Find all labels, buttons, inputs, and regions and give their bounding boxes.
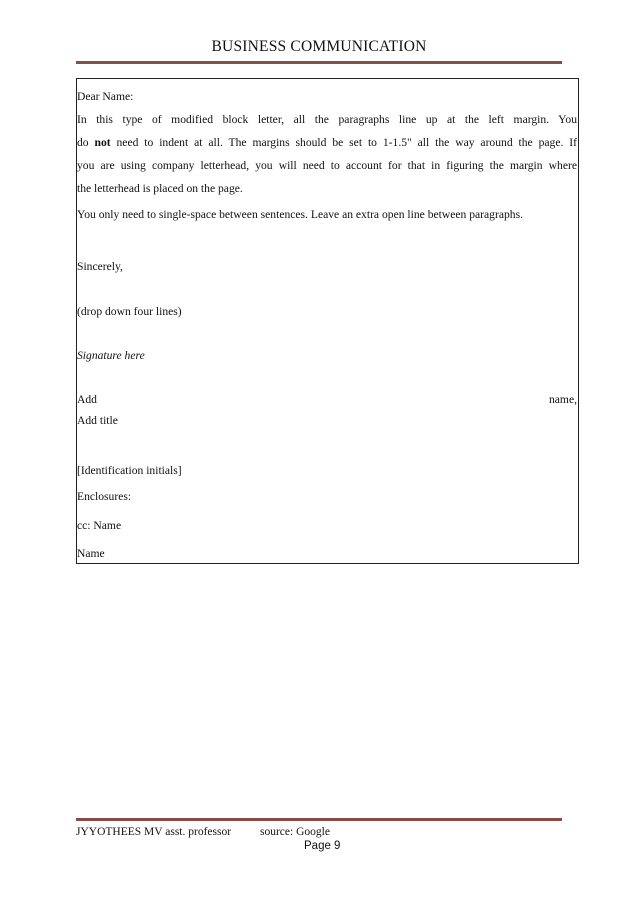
header-rule: [76, 61, 562, 64]
paragraph-1-line-4: the letterhead is placed on the page.: [77, 182, 243, 195]
footer-author: JYYOTHEES MV asst. professor: [76, 826, 232, 838]
paragraph-1-line-2: [77, 131, 577, 154]
add-name-right: name,: [548, 393, 577, 406]
closing: Sincerely,: [77, 260, 123, 273]
drop-note: (drop down four lines): [77, 305, 182, 318]
page-title: BUSINESS COMMUNICATION: [211, 38, 427, 55]
cc-name: Name: [77, 547, 105, 560]
page-number: Page 9: [304, 840, 341, 852]
cc-line: cc: Name: [77, 519, 122, 532]
text-span: do: [77, 136, 95, 149]
signature-placeholder: Signature here: [77, 349, 145, 362]
add-title: Add title: [77, 414, 118, 427]
text-span: need to indent at all. The margins should be set to 1-1.5" all the way around the page. If: [110, 136, 577, 149]
add-name-line: [77, 388, 577, 411]
paragraph-1-line-3: you are using company letterhead, you will need to account for that in figuring the margin where: [77, 159, 577, 172]
paragraph-2: You only need to single-space between sentences. Leave an extra open line between paragraphs.: [77, 208, 523, 221]
enclosures: Enclosures:: [77, 490, 132, 503]
emphasis-not: not: [94, 136, 111, 149]
footer-rule: [76, 818, 562, 821]
letter-sample-box: [76, 78, 579, 564]
paragraph-1-line-1: In this type of modified block letter, all the paragraphs line up at the left margin. You: [77, 113, 577, 126]
add-name-left: Add: [77, 393, 97, 406]
identification-initials: [Identification initials]: [77, 464, 182, 477]
salutation: Dear Name:: [77, 90, 134, 103]
footer-source: source: Google: [260, 826, 330, 838]
